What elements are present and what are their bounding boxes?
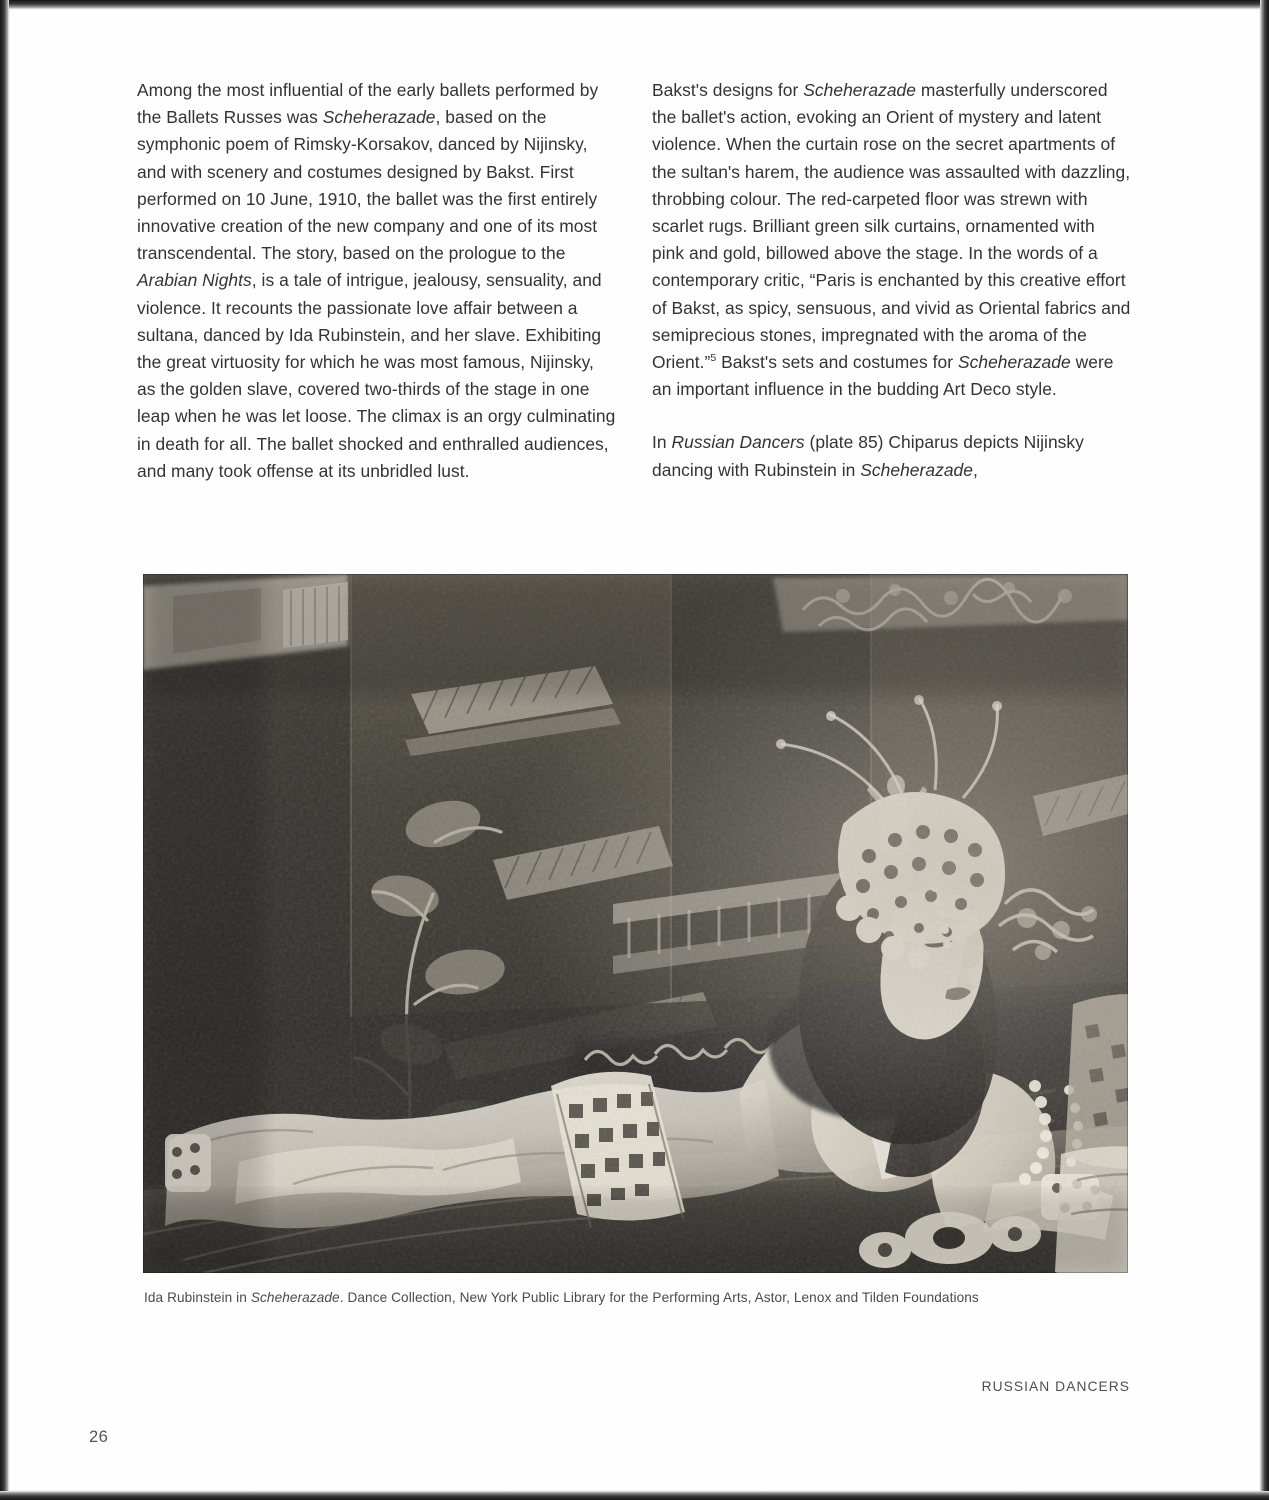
text-column-left [137, 77, 616, 485]
page-number: 26 [89, 1428, 109, 1446]
paragraph-right-2 [652, 429, 1131, 483]
title-russian-dancers: Russian Dancers [671, 432, 805, 453]
text-run: Bakst's designs for [652, 80, 804, 100]
photograph-artwork [143, 574, 1128, 1273]
text-run: , is a tale of intrigue, jealousy, sensuality, and violence. It recounts the passionate love affair between a sultana, danced by Ida Rubinstein, and her slave. Exhibiting the great virtuosity for which he was most famous, Nijinsky, as the golden slave, covered two-thirds of the stage in one leap when he was let loose. The climax is an orgy culminating in death for all. The ballet shocked and enthralled audiences, and many took offense at its unbridled lust. [137, 270, 616, 481]
title-arabian-nights: Arabian Nights [137, 270, 252, 291]
text-run: (plate 85) Chiparus depicts Nijinsky dancing with Rubinstein in [652, 432, 1084, 480]
text-run: were an important influence in the budding Art Deco style. [652, 352, 1114, 400]
title-scheherazade: Scheherazade [860, 459, 973, 480]
text-run: Bakst's sets and costumes for [716, 352, 958, 373]
paragraph-right-1 [652, 77, 1131, 403]
text-run: masterfully underscored the ballet's action, evoking an Orient of mystery and latent violence. When the curtain rose on the secret apartments of the sultan's harem, the audience was assaulted with dazzling, throbbing colour. The red-carpeted floor was strewn with scarlet rugs. Brilliant green silk curtains, ornamented with pink and gold, billowed above the stage. In the words of a contemporary critic, “Paris is enchanted by this creative effort of Bakst, as spicy, sensuous, and vivid as Oriental fabrics and semiprecious stones, impregnated with the aroma of the Orient.” [652, 80, 1131, 373]
caption-text: Ida Rubinstein in [144, 1290, 251, 1305]
page-edge-top [0, 0, 1269, 9]
title-scheherazade: Scheherazade [322, 107, 436, 128]
paragraph-left-1 [137, 77, 616, 485]
text-column-right [652, 77, 1131, 485]
page-edge-bottom [0, 1491, 1269, 1500]
footnote-marker: 5 [710, 352, 717, 365]
body-text-area [137, 77, 1132, 485]
figure-photograph [143, 574, 1128, 1273]
text-run: In [652, 432, 672, 453]
title-scheherazade: Scheherazade [957, 352, 1071, 373]
figure-caption [144, 1289, 1134, 1307]
caption-title: Scheherazade [250, 1290, 340, 1305]
page-edge-left [0, 0, 9, 1500]
text-run: , [973, 459, 978, 480]
title-scheherazade: Scheherazade [803, 80, 917, 100]
text-run: Among the most influential of the early ballets performed by the Ballets Russes was [137, 80, 599, 128]
caption-credit: . Dance Collection, New York Public Library for the Performing Arts, Astor, Lenox and Tilden Foundations [339, 1290, 979, 1305]
running-head: RUSSIAN DANCERS [981, 1379, 1130, 1394]
page-edge-right [1260, 0, 1269, 1500]
text-run: , based on the symphonic poem of Rimsky-Korsakov, danced by Nijinsky, and with scenery and costumes designed by Bakst. First performed on 10 June, 1910, the ballet was the first entirely innovative creation of the new company and one of its most transcendental. The story, based on the prologue to the [137, 107, 598, 264]
